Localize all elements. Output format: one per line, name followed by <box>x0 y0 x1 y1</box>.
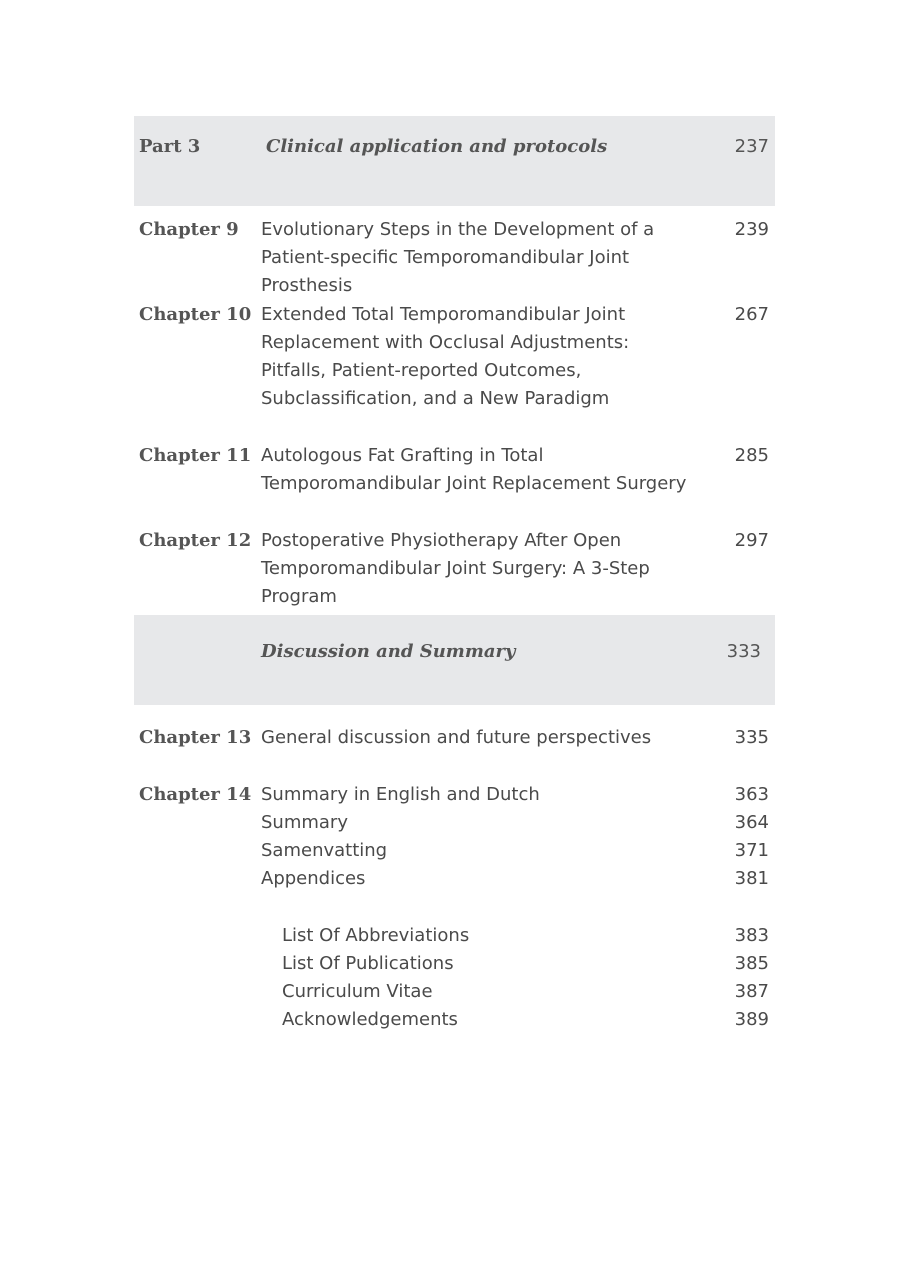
page-number: 385 <box>734 953 769 974</box>
chapter-title: Autologous Fat Grafting in Total Temporomandibular Joint Replacement Surgery <box>261 445 687 494</box>
chapter-label: Chapter 13 <box>139 727 252 748</box>
chapter-label: Chapter 14 <box>139 784 252 805</box>
chapter-label: Chapter 9 <box>139 219 239 240</box>
appendix-item[interactable]: List Of Publications <box>282 953 454 974</box>
chapter-14-item[interactable]: Summary in English and Dutch <box>261 784 540 805</box>
page-number: 285 <box>734 445 769 466</box>
section-page-number: 333 <box>726 641 761 662</box>
page-number: 371 <box>734 840 769 861</box>
page-number: 383 <box>734 925 769 946</box>
page-number: 239 <box>734 219 769 240</box>
chapter-label: Chapter 10 <box>139 304 252 325</box>
toc-entry-chapter-13[interactable] <box>134 724 775 754</box>
part-label: Part 3 <box>139 136 201 157</box>
chapter-title: Extended Total Temporomandibular Joint Replacement with Occlusal Adjustments: Pitfalls, Patient-reported Outcomes, Subclassification, and a New Paradigm <box>261 304 630 409</box>
table-of-contents <box>134 116 775 1030</box>
part-title: Clinical application and protocols <box>266 136 608 157</box>
toc-entry-chapter-9[interactable] <box>134 216 775 296</box>
page-number: 389 <box>734 1009 769 1030</box>
toc-entry-chapter-11[interactable] <box>134 442 775 502</box>
chapter-title: General discussion and future perspectives <box>261 727 652 748</box>
page-number: 297 <box>734 530 769 551</box>
chapter-14-item[interactable]: Samenvatting <box>261 840 388 861</box>
section-header-band <box>134 615 775 705</box>
toc-entry-chapter-12[interactable] <box>134 527 775 615</box>
chapter-title: Postoperative Physiotherapy After Open Temporomandibular Joint Surgery: A 3-Step Program <box>261 530 650 607</box>
page-number: 381 <box>734 868 769 889</box>
part-page-number: 237 <box>734 136 769 157</box>
chapter-14-item[interactable]: Appendices <box>261 868 366 889</box>
part-header-band <box>134 116 775 206</box>
toc-entry-chapter-10[interactable] <box>134 301 775 416</box>
appendix-item[interactable]: Acknowledgements <box>282 1009 458 1030</box>
chapter-label: Chapter 12 <box>139 530 252 551</box>
page-number: 363 <box>734 784 769 805</box>
appendix-item[interactable]: List Of Abbreviations <box>282 925 470 946</box>
page-number: 267 <box>734 304 769 325</box>
chapter-title: Evolutionary Steps in the Development of a Patient-specific Temporomandibular Joint Prosthesis <box>261 219 655 296</box>
page-number: 387 <box>734 981 769 1002</box>
appendices-list <box>134 922 775 1037</box>
appendix-item[interactable]: Curriculum Vitae <box>282 981 433 1002</box>
page-number: 364 <box>734 812 769 833</box>
chapter-14-item[interactable]: Summary <box>261 812 348 833</box>
section-title: Discussion and Summary <box>261 641 516 662</box>
page-number: 335 <box>734 727 769 748</box>
toc-entry-chapter-14 <box>134 781 775 896</box>
chapter-label: Chapter 11 <box>139 445 252 466</box>
